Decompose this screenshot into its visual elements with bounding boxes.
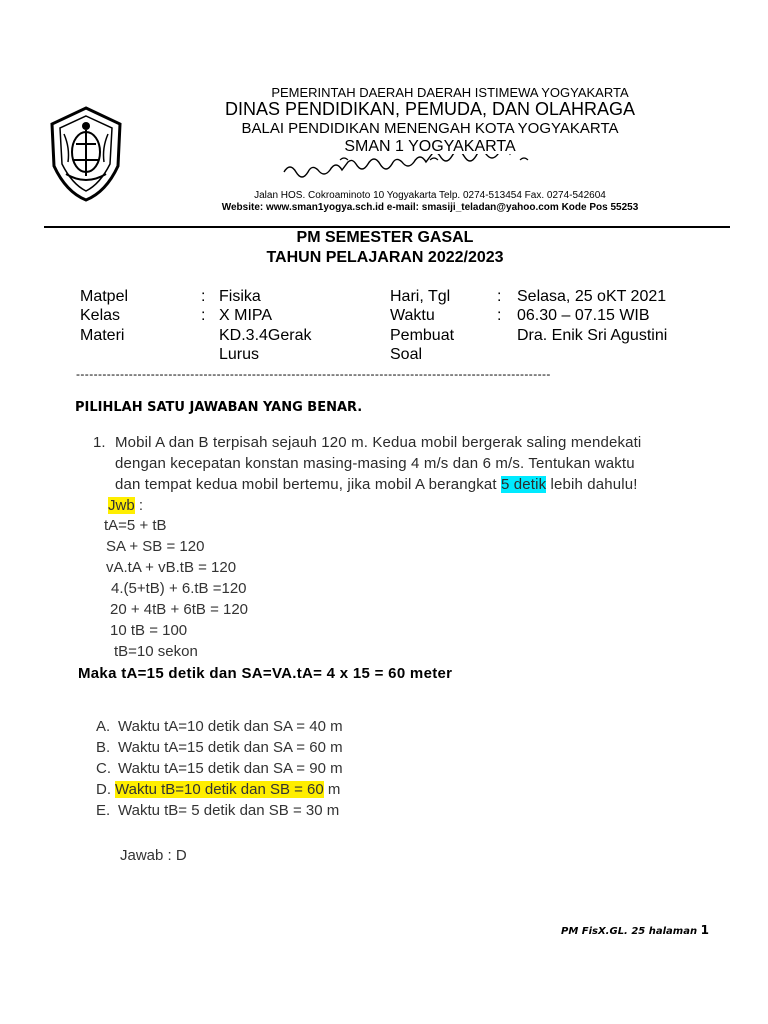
- pembuat-value: Dra. Enik Sri Agustini: [517, 327, 668, 344]
- option-d-unit: m: [323, 781, 341, 798]
- materi-value-2: Lurus: [219, 346, 260, 363]
- working-step: 4.(5+tB) + 6.tB =120: [111, 580, 247, 597]
- jwb-line: [108, 497, 143, 514]
- hari-label: Hari, Tgl: [390, 288, 451, 305]
- waktu-colon: :: [497, 307, 502, 324]
- pembuat-label-1: Pembuat: [390, 327, 455, 344]
- letterhead-department: DINAS PENDIDIKAN, PEMUDA, DAN OLAHRAGA: [224, 99, 636, 119]
- option-d-letter: D.: [96, 781, 111, 798]
- kelas-label: Kelas: [80, 307, 121, 324]
- option-b-text: Waktu tA=15 detik dan SA = 60 m: [118, 739, 343, 756]
- working-step: 10 tB = 100: [110, 622, 188, 639]
- pembuat-label-2: Soal: [390, 346, 423, 363]
- jwb-label: Jwb: [108, 497, 135, 514]
- waktu-value: 06.30 – 07.15 WIB: [517, 307, 650, 324]
- letterhead-website: Website: www.sman1yogya.sch.id e-mail: smasiji_teladan@yahoo.com Kode Pos 55253: [221, 202, 639, 213]
- option-e-text: Waktu tB= 5 detik dan SB = 30 m: [118, 802, 340, 819]
- option-c-letter: C.: [96, 760, 111, 777]
- materi-label: Materi: [80, 327, 125, 344]
- footer-text: PM FisX.GL. 25 halaman: [561, 926, 701, 937]
- letterhead-divider: [44, 226, 730, 228]
- question-line-2: dengan kecepatan konstan masing-masing 4 m/s dan 6 m/s. Tentukan waktu: [115, 455, 635, 472]
- option-b-letter: B.: [96, 739, 111, 756]
- letterhead-school: SMAN 1 YOGYAKARTA: [344, 138, 516, 155]
- javanese-script-line: [280, 154, 590, 182]
- matpel-colon: :: [201, 288, 206, 305]
- page-number: 1: [700, 923, 709, 937]
- instruction: PILIHLAH SATU JAWABAN YANG BENAR.: [75, 400, 363, 415]
- conclusion: Maka tA=15 detik dan SA=VA.tA= 4 x 15 = 60 meter: [78, 665, 453, 682]
- letterhead-office: BALAI PENDIDIKAN MENENGAH KOTA YOGYAKARTA: [241, 120, 619, 137]
- question-line-3-pre: dan tempat kedua mobil bertemu, jika mobil A berangkat: [115, 476, 501, 493]
- option-c-text: Waktu tA=15 detik dan SA = 90 m: [118, 760, 343, 777]
- academic-year: TAHUN PELAJARAN 2022/2023: [266, 249, 504, 266]
- option-a-letter: A.: [96, 718, 111, 735]
- working-step: SA + SB = 120: [106, 538, 205, 555]
- waktu-label: Waktu: [390, 307, 435, 324]
- question-line-1: Mobil A dan B terpisah sejauh 120 m. Kedua mobil bergerak saling mendekati: [115, 434, 642, 451]
- hari-value: Selasa, 25 oKT 2021: [517, 288, 667, 305]
- kelas-colon: :: [201, 307, 206, 324]
- matpel-value: Fisika: [219, 288, 261, 305]
- page-footer: [561, 923, 709, 937]
- question-line-3-post: lebih dahulu!: [546, 476, 638, 493]
- option-e-letter: E.: [96, 802, 111, 819]
- question-line-3: [115, 476, 638, 493]
- working-step: vA.tA + vB.tB = 120: [106, 559, 237, 576]
- kelas-value: X MIPA: [219, 307, 273, 324]
- working-step: tA=5 + tB: [104, 517, 167, 534]
- question-number: 1.: [93, 434, 106, 451]
- exam-title: PM SEMESTER GASAL: [296, 229, 474, 246]
- answer-key: Jawab : D: [120, 847, 187, 864]
- letterhead-address: Jalan HOS. Cokroaminoto 10 Yogyakarta Telp. 0274-513454 Fax. 0274-542604: [254, 190, 606, 201]
- dashed-divider: ------------------------------------------------------------------------------------------------------------: [76, 367, 551, 381]
- working-step: 20 + 4tB + 6tB = 120: [110, 601, 249, 618]
- materi-value-1: KD.3.4Gerak: [219, 327, 312, 344]
- matpel-label: Matpel: [80, 288, 129, 305]
- highlight-five-seconds: 5 detik: [500, 476, 547, 493]
- hari-colon: :: [497, 288, 502, 305]
- option-d-text: [115, 781, 340, 798]
- letterhead-government: PEMERINTAH DAERAH DAERAH ISTIMEWA YOGYAKARTA: [271, 85, 629, 100]
- option-a-text: Waktu tA=10 detik dan SA = 40 m: [118, 718, 343, 735]
- working-step: tB=10 sekon: [114, 643, 198, 660]
- highlight-correct-answer: Waktu tB=10 detik dan SB = 60: [115, 781, 324, 798]
- jwb-colon: :: [134, 497, 144, 514]
